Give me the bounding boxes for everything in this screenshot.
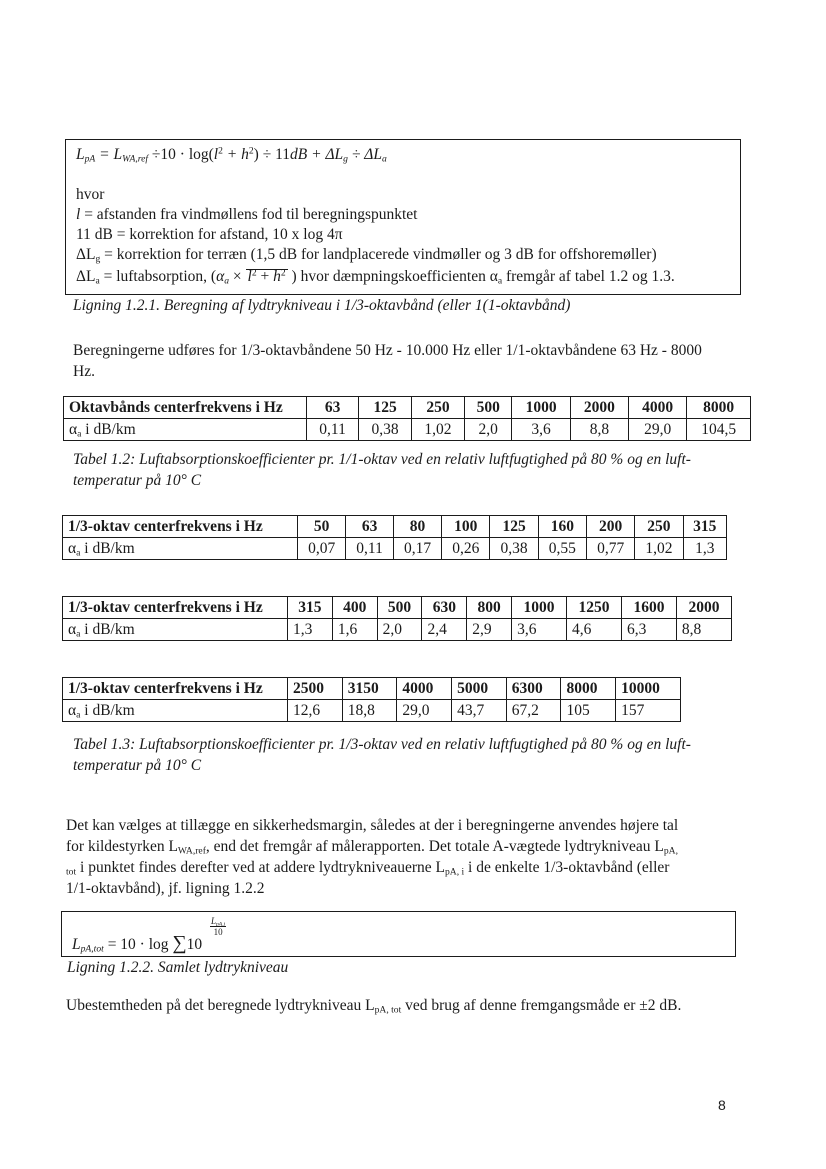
table-1-3-part-2 — [62, 596, 732, 641]
table-cell: 0,11 — [307, 419, 359, 441]
table-cell: 2500 — [288, 678, 343, 700]
table-cell: 1,3 — [683, 538, 726, 560]
table-cell: 157 — [616, 700, 681, 722]
table-cell: 6,3 — [621, 619, 676, 641]
table-cell: 5000 — [452, 678, 507, 700]
table-cell: 63 — [307, 397, 359, 419]
equation-box-1-2-2 — [61, 911, 736, 957]
table-cell: 67,2 — [506, 700, 561, 722]
table-1-3-row-label: $\alpha_a$ i dB/km — [63, 538, 298, 560]
table-cell: 315 — [683, 516, 726, 538]
table-1-3-row-label: $\alpha_a$ i dB/km — [63, 619, 288, 641]
table-1-3-part-2-header-row — [63, 597, 732, 619]
table-1-3-row-label: $\alpha_a$ i dB/km — [63, 700, 288, 722]
table-cell: 29,0 — [397, 700, 452, 722]
margin-paragraph-line-2: for kildestyrken $L_{WA,ref}$, end det fremgår af målerapporten. Det totale A-vægtede lydtrykniveau $L_{pA,}$ — [66, 838, 678, 857]
table-cell: 1,3 — [288, 619, 333, 641]
equation-1-2-2-exponent: $L_{pA,i}$ 10 — [211, 916, 226, 937]
equation-box-1-2-1 — [65, 139, 741, 295]
table-cell: 2000 — [570, 397, 628, 419]
table-cell: 1,02 — [635, 538, 683, 560]
table-cell: 1,6 — [332, 619, 377, 641]
table-1-2-row-label: $\alpha_a$ i dB/km — [64, 419, 307, 441]
table-cell: 10000 — [616, 678, 681, 700]
table-cell: 1,02 — [412, 419, 465, 441]
table-1-3-part-2-value-row — [63, 619, 732, 641]
table-cell: 125 — [490, 516, 538, 538]
table-cell: 63 — [346, 516, 394, 538]
table-cell: 0,77 — [586, 538, 634, 560]
uncertainty-text: Ubestemtheden på det beregnede lydtrykniveau $L_{pA, tot}$ ved brug af denne fremgangsmåde er ±2 dB. — [66, 997, 682, 1016]
table-cell: 200 — [586, 516, 634, 538]
table-cell: 1000 — [512, 597, 567, 619]
table-1-3-part-3 — [62, 677, 681, 722]
table-cell: 104,5 — [687, 419, 751, 441]
table-cell: 50 — [298, 516, 346, 538]
table-caption-1-3: Tabel 1.3: Luftabsorptionskoefficienter pr. 1/3-oktav ved en relativ luftfugtighed på 80 % og en luft-temperatur på 10° C — [73, 736, 691, 774]
table-cell: 500 — [464, 397, 512, 419]
table-1-3-part-3-header-row — [63, 678, 681, 700]
table-cell: 500 — [377, 597, 422, 619]
table-caption-1-2: Tabel 1.2: Luftabsorptionskoefficienter pr. 1/1-oktav ved en relativ luftfugtighed på 80 % og en luft-temperatur på 10° C — [73, 451, 691, 489]
equation-caption-1-2-2: Ligning 1.2.2. Samlet lydtrykniveau — [67, 959, 289, 976]
table-cell: 2000 — [676, 597, 731, 619]
definition-delta-la: $\Delta L_a$ = luftabsorption, ($\alpha_a \times l^2 + h^2$ ) hvor dæmpningskoefficienten $\alpha_a$ fremgår af tabel 1.2 og 1.3. — [76, 267, 675, 287]
table-cell: 12,6 — [288, 700, 343, 722]
table-cell: 0,17 — [393, 538, 441, 560]
table-cell: 0,26 — [442, 538, 490, 560]
table-1-3-header-label: 1/3-oktav centerfrekvens i Hz — [63, 516, 298, 538]
table-cell: 3150 — [342, 678, 397, 700]
table-cell: 1250 — [567, 597, 622, 619]
intro-paragraph: Beregningerne udføres for 1/3-oktavbåndene 50 Hz - 10.000 Hz eller 1/1-oktavbåndene 63 Hz - 8000 Hz. — [73, 342, 702, 380]
table-cell: 80 — [393, 516, 441, 538]
table-1-3-header-label: 1/3-oktav centerfrekvens i Hz — [63, 678, 288, 700]
table-cell: 315 — [288, 597, 333, 619]
table-cell: 1600 — [621, 597, 676, 619]
table-1-2 — [63, 396, 751, 441]
table-cell: 4000 — [629, 397, 687, 419]
table-cell: 105 — [561, 700, 616, 722]
table-cell: 0,38 — [359, 419, 412, 441]
hvor-label: hvor — [76, 186, 105, 203]
table-cell: 4000 — [397, 678, 452, 700]
table-cell: 250 — [635, 516, 683, 538]
table-cell: 6300 — [506, 678, 561, 700]
table-cell: 4,6 — [567, 619, 622, 641]
table-cell: 400 — [332, 597, 377, 619]
page-number: 8 — [718, 1097, 726, 1113]
table-cell: 0,55 — [538, 538, 586, 560]
table-cell: 2,4 — [422, 619, 467, 641]
table-1-2-header-label: Oktavbånds centerfrekvens i Hz — [64, 397, 307, 419]
equation-caption-1-2-1: Ligning 1.2.1. Beregning af lydtrykniveau i 1/3-oktavbånd (eller 1(1-oktavbånd) — [73, 297, 571, 314]
table-cell: 18,8 — [342, 700, 397, 722]
table-cell: 800 — [467, 597, 512, 619]
margin-paragraph-line-4: 1/1-oktavbånd), jf. ligning 1.2.2 — [66, 880, 265, 897]
margin-paragraph-line-3: $_{tot}$ i punktet findes derefter ved at addere lydtrykniveauerne $L_{pA, i}$ i de enkelte 1/3-oktavbånd (eller — [66, 859, 670, 878]
table-1-3-part-1-header-row — [63, 516, 727, 538]
definition-delta-lg: $\Delta L_g$ = korrektion for terræn (1,5 dB for landplacerede vindmøller og 3 dB for offshoremøller) — [76, 246, 657, 265]
table-cell: 0,07 — [298, 538, 346, 560]
margin-paragraph — [66, 815, 746, 899]
table-cell: 3,6 — [512, 419, 570, 441]
table-cell: 3,6 — [512, 619, 567, 641]
table-cell: 2,0 — [464, 419, 512, 441]
table-1-3-header-label: 1/3-oktav centerfrekvens i Hz — [63, 597, 288, 619]
table-1-3-part-1 — [62, 515, 727, 560]
table-cell: 0,38 — [490, 538, 538, 560]
table-cell: 8,8 — [676, 619, 731, 641]
equation-1-2-2: $L_{pA,tot} = 10 \cdot \log \sum 10$ — [72, 932, 203, 955]
table-cell: 43,7 — [452, 700, 507, 722]
margin-paragraph-line-1: Det kan vælges at tillægge en sikkerhedsmargin, således at der i beregningerne anvendes højere tal — [66, 817, 679, 834]
table-cell: 8000 — [561, 678, 616, 700]
table-1-3-part-1-value-row — [63, 538, 727, 560]
table-cell: 125 — [359, 397, 412, 419]
table-cell: 100 — [442, 516, 490, 538]
table-cell: 8,8 — [570, 419, 628, 441]
table-1-2-value-row — [64, 419, 751, 441]
table-cell: 1000 — [512, 397, 570, 419]
table-cell: 2,0 — [377, 619, 422, 641]
table-cell: 630 — [422, 597, 467, 619]
equation-1-2-1: $L_{pA} = L_{WA,ref} \div 10 \cdot \log(l^2 + h^2) \div 11dB + \Delta L_g \div \Delta L_a$ — [76, 145, 387, 165]
table-cell: 8000 — [687, 397, 751, 419]
definition-l: l = afstanden fra vindmøllens fod til beregningspunktet — [76, 206, 418, 223]
definition-11db: 11 dB = korrektion for afstand, 10 x log 4π — [76, 226, 343, 243]
table-1-2-header-row — [64, 397, 751, 419]
table-cell: 29,0 — [629, 419, 687, 441]
table-cell: 2,9 — [467, 619, 512, 641]
table-cell: 250 — [412, 397, 465, 419]
table-cell: 160 — [538, 516, 586, 538]
table-cell: 0,11 — [346, 538, 394, 560]
table-1-3-part-3-value-row — [63, 700, 681, 722]
